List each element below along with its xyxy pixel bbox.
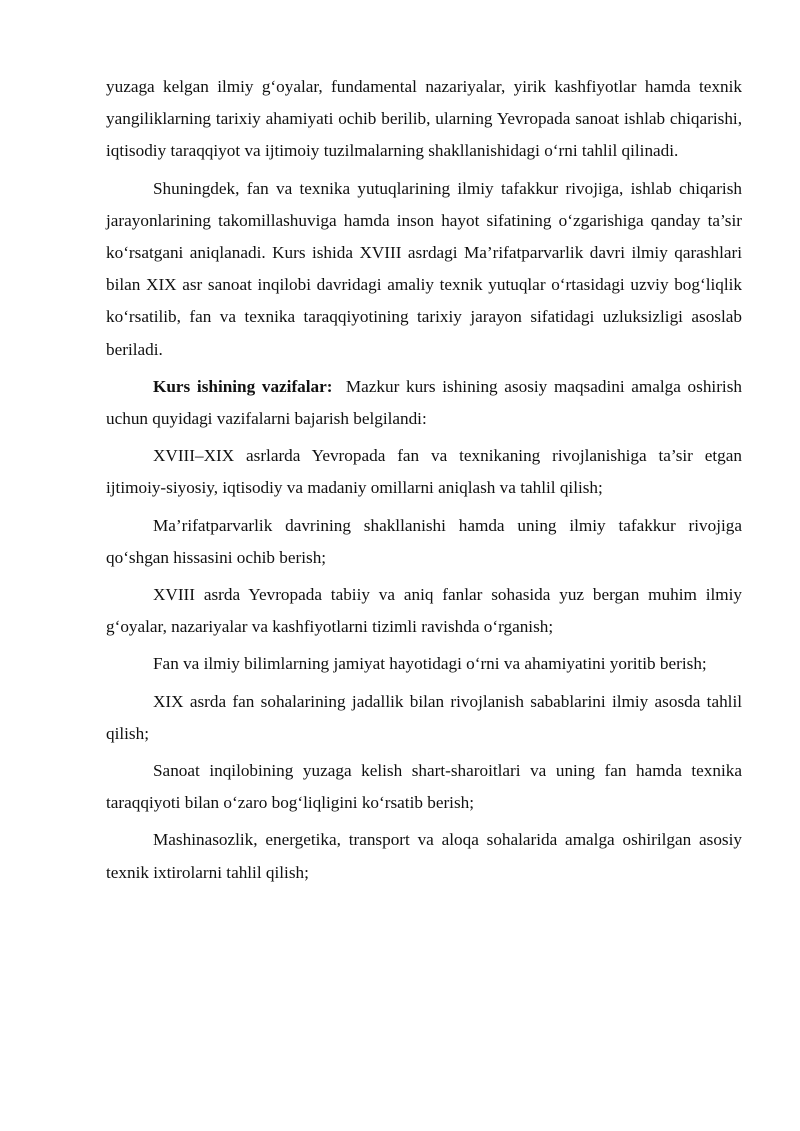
- task-item: XVIII asrda Yevropada tabiiy va aniq fanlar sohasida yuz bergan muhim ilmiy g‘oyalar, nazariyalar va kashfiyotlarni tizimli ravishda o‘rganish;: [106, 585, 742, 637]
- document-page: [106, 71, 742, 889]
- tasks-intro-text: Mazkur kurs ishining asosiy maqsadini amalga oshirish uchun quyidagi vazifalarni bajarish belgilandi:: [106, 376, 742, 429]
- task-item: Sanoat inqilobining yuzaga kelish shart-sharoitlari va uning fan hamda texnika taraqqiyoti bilan o‘zaro bog‘liqligini ko‘rsatib berish;: [106, 761, 742, 813]
- task-item: Fan va ilmiy bilimlarning jamiyat hayotidagi o‘rni va ahamiyatini yoritib berish;: [153, 654, 707, 674]
- paragraph-continuation: yuzaga kelgan ilmiy g‘oyalar, fundamental nazariyalar, yirik kashfiyotlar hamda texnik yangiliklarning tarixiy ahamiyati ochib berilib, ularning Yevropada sanoat ishlab chiqarishi, iqtisodiy taraqqiyot va ijtimoiy tuzilmalarning shakllanishidagi o‘rni tahlil qilinadi.: [106, 77, 742, 161]
- task-item: XIX asrda fan sohalarining jadallik bilan rivojlanish sabablarini ilmiy asosda tahlil qilish;: [106, 691, 742, 743]
- paragraph-significance: Shuningdek, fan va texnika yutuqlarining ilmiy tafakkur rivojiga, ishlab chiqarish jarayonlarining takomillashuviga hamda inson hayot sifatining o‘zgarishiga qanday ta’sir ko‘rsatgani aniqlanadi. Kurs ishida XVIII asrdagi Ma’rifatparvarlik davri ilmiy qarashlari bilan XIX asr sanoat inqilobi davridagi amaliy texnik yutuqlar o‘rtasidagi uzviy bog‘liqlik ko‘rsatilib, fan va texnika taraqqiyotining tarixiy jarayon sifatidagi uzluksizligi asoslab beriladi.: [106, 178, 742, 359]
- task-item: Mashinasozlik, energetika, transport va aloqa sohalarida amalga oshirilgan asosiy texnik ixtirolarni tahlil qilish;: [106, 830, 742, 882]
- tasks-heading: Kurs ishining vazifalar:: [153, 376, 333, 396]
- tasks-intro-paragraph: [106, 371, 742, 435]
- task-item: Ma’rifatparvarlik davrining shakllanishi hamda uning ilmiy tafakkur rivojiga qo‘shgan hissasini ochib berish;: [106, 515, 742, 567]
- task-item: XVIII–XIX asrlarda Yevropada fan va texnikaning rivojlanishiga ta’sir etgan ijtimoiy-siyosiy, iqtisodiy va madaniy omillarni aniqlash va tahlil qilish;: [106, 446, 742, 498]
